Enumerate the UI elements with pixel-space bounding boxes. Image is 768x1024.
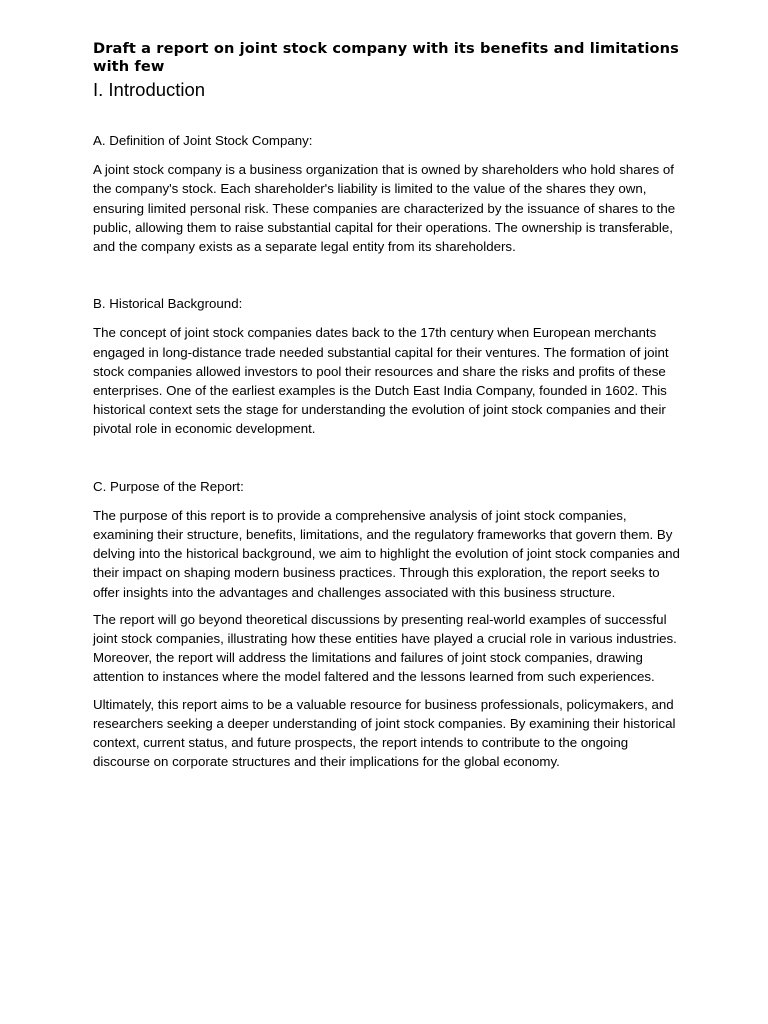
document-page [93, 40, 683, 771]
paragraph-purpose-3: Ultimately, this report aims to be a valuable resource for business professionals, policymakers, and researchers seeking a deeper understanding of joint stock companies. By examining their historical context, current status, and future prospects, the report intends to contribute to the ongoing discourse on corporate structures and their implications for the global economy. [93, 696, 676, 770]
document-title: Draft a report on joint stock company with its benefits and limitations with few [93, 40, 679, 75]
paragraph-definition: A joint stock company is a business organization that is owned by shareholders who hold shares of the company's stock. Each shareholder's liability is limited to the value of the shares they own, ensuring limited personal risk. These companies are characterized by the issuance of shares to the public, allowing them to raise substantial capital for their operations. The ownership is transferable, and the company exists as a separate legal entity from its shareholders. [93, 162, 676, 255]
paragraph-purpose-2: The report will go beyond theoretical discussions by presenting real-world examples of successful joint stock companies, illustrating how these entities have played a crucial role in various industries. Moreover, the report will address the limitations and failures of joint stock companies, drawing attention to instances where the model faltered and the lessons learned from such experiences. [93, 611, 677, 685]
subheading-historical-background: B. Historical Background: [93, 296, 243, 312]
paragraph-historical-background: The concept of joint stock companies dates back to the 17th century when European merchants engaged in long-distance trade needed substantial capital for their ventures. The formation of joint stock companies allowed investors to pool their resources and share the risks and profits of these enterprises. One of the earliest examples is the Dutch East India Company, founded in 1602. This historical context sets the stage for understanding the evolution of joint stock companies and their pivotal role in economic development. [93, 325, 669, 437]
section-heading-introduction: I. Introduction [93, 79, 206, 100]
paragraph-purpose-1: The purpose of this report is to provide a comprehensive analysis of joint stock companies, examining their structure, benefits, limitations, and the regulatory frameworks that govern them. By delving into the historical background, we aim to highlight the evolution of joint stock companies and their impact on shaping modern business practices. Through this exploration, the report seeks to offer insights into the advantages and challenges associated with this business structure. [93, 507, 680, 600]
subheading-definition: A. Definition of Joint Stock Company: [93, 133, 313, 148]
subheading-purpose: C. Purpose of the Report: [93, 478, 244, 494]
